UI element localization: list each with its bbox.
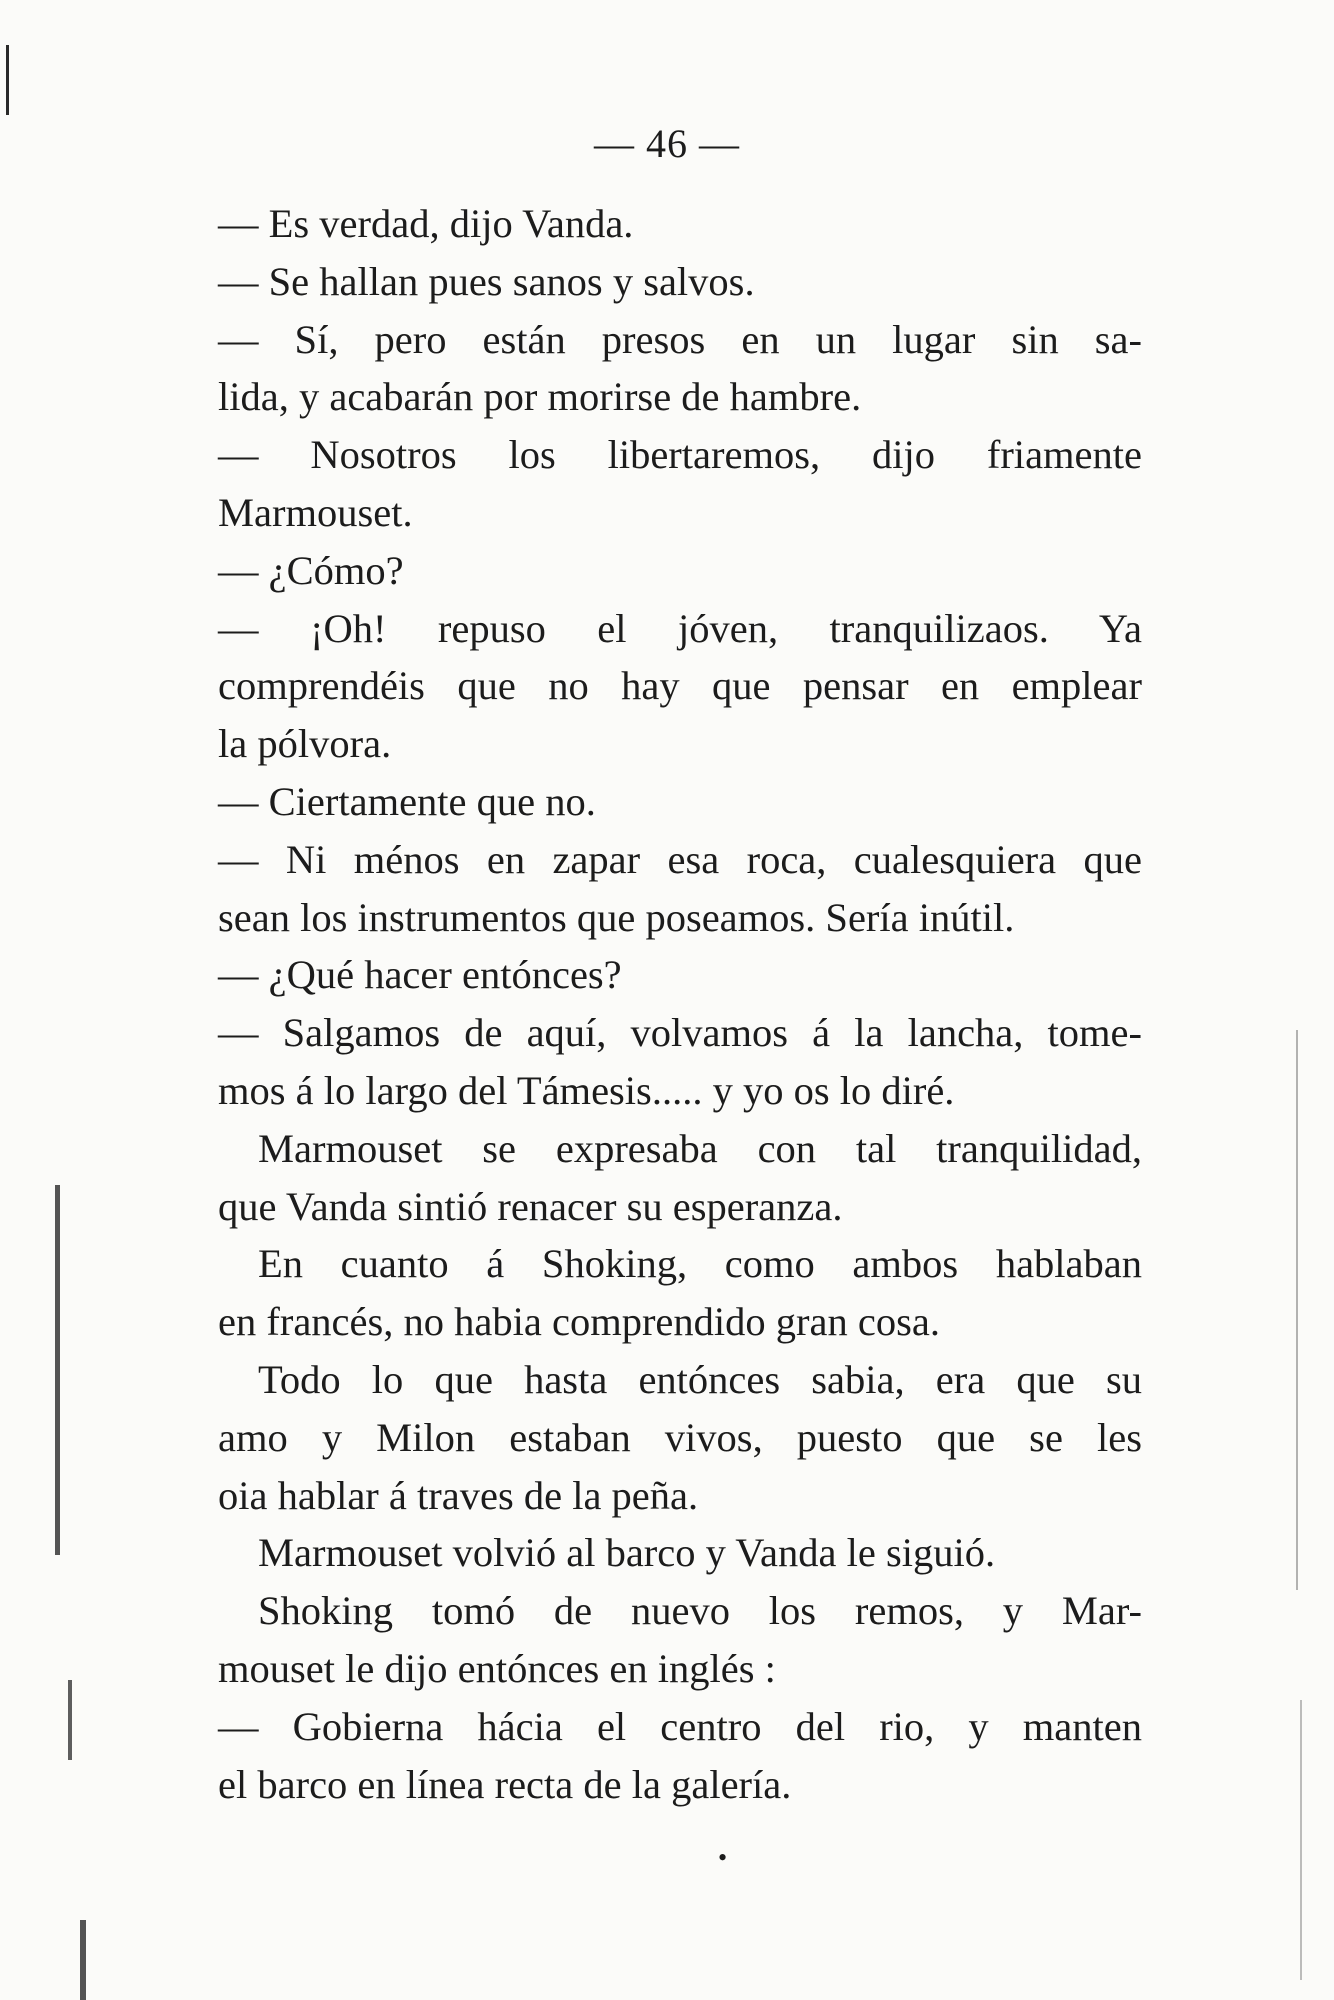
text-line: — Es verdad, dijo Vanda. bbox=[218, 201, 634, 246]
text-line: — ¡Oh! repuso el jóven, tranquilizaos. Ya bbox=[218, 605, 1142, 651]
scan-edge-mark bbox=[6, 45, 9, 115]
page-text bbox=[218, 195, 1142, 1813]
page-number: — 46 — bbox=[594, 121, 740, 166]
text-line: — Gobierna hácia el centro del rio, y manten bbox=[218, 1703, 1142, 1749]
text-line: comprendéis que no hay que pensar en emplear bbox=[218, 663, 1142, 709]
text-line: lida, y acabarán por morirse de hambre. bbox=[218, 374, 862, 420]
text-line: — Se hallan pues sanos y salvos. bbox=[218, 258, 755, 304]
text-line: Marmouset se expresaba con tal tranquilidad, bbox=[258, 1125, 1142, 1171]
scan-edge-mark bbox=[55, 1185, 60, 1555]
text-line: la pólvora. bbox=[218, 721, 392, 767]
text-line: amo y Milon estaban vivos, puesto que se les bbox=[218, 1414, 1142, 1460]
text-line: Todo lo que hasta entónces sabia, era que su bbox=[258, 1356, 1142, 1402]
text-line: oia hablar á traves de la peña. bbox=[218, 1472, 699, 1518]
text-line: el barco en línea recta de la galería. bbox=[218, 1761, 792, 1807]
text-line: Marmouset volvió al barco y Vanda le siguió. bbox=[258, 1530, 996, 1576]
text-line: — Salgamos de aquí, volvamos á la lancha, tome- bbox=[218, 1010, 1142, 1056]
text-line: En cuanto á Shoking, como ambos hablaban bbox=[258, 1241, 1142, 1287]
text-line: — Sí, pero están presos en un lugar sin sa- bbox=[218, 316, 1142, 362]
text-line: Marmouset. bbox=[218, 489, 413, 535]
text-line: — Ni ménos en zapar esa roca, cualesquiera que bbox=[218, 836, 1142, 882]
text-line: Shoking tomó de nuevo los remos, y Mar- bbox=[258, 1588, 1142, 1634]
text-line: — Ciertamente que no. bbox=[218, 778, 596, 824]
scan-edge-mark bbox=[1300, 1700, 1302, 1980]
scan-edge-mark bbox=[80, 1920, 86, 2000]
scan-edge-mark bbox=[1296, 1030, 1298, 1590]
text-line: — Nosotros los libertaremos, dijo friamente bbox=[218, 432, 1142, 478]
footer-mark: • bbox=[718, 1843, 728, 1872]
text-line: que Vanda sintió renacer su esperanza. bbox=[218, 1183, 843, 1229]
text-line: sean los instrumentos que poseamos. Sería inútil. bbox=[218, 894, 1015, 940]
text-line: en francés, no habia comprendido gran cosa. bbox=[218, 1299, 940, 1345]
text-line: mos á lo largo del Támesis..... y yo os lo diré. bbox=[218, 1067, 955, 1113]
scan-edge-mark bbox=[68, 1680, 72, 1760]
text-line: — ¿Qué hacer entónces? bbox=[218, 952, 622, 998]
text-line: — ¿Cómo? bbox=[218, 547, 404, 593]
text-line: mouset le dijo entónces en inglés : bbox=[218, 1645, 776, 1691]
